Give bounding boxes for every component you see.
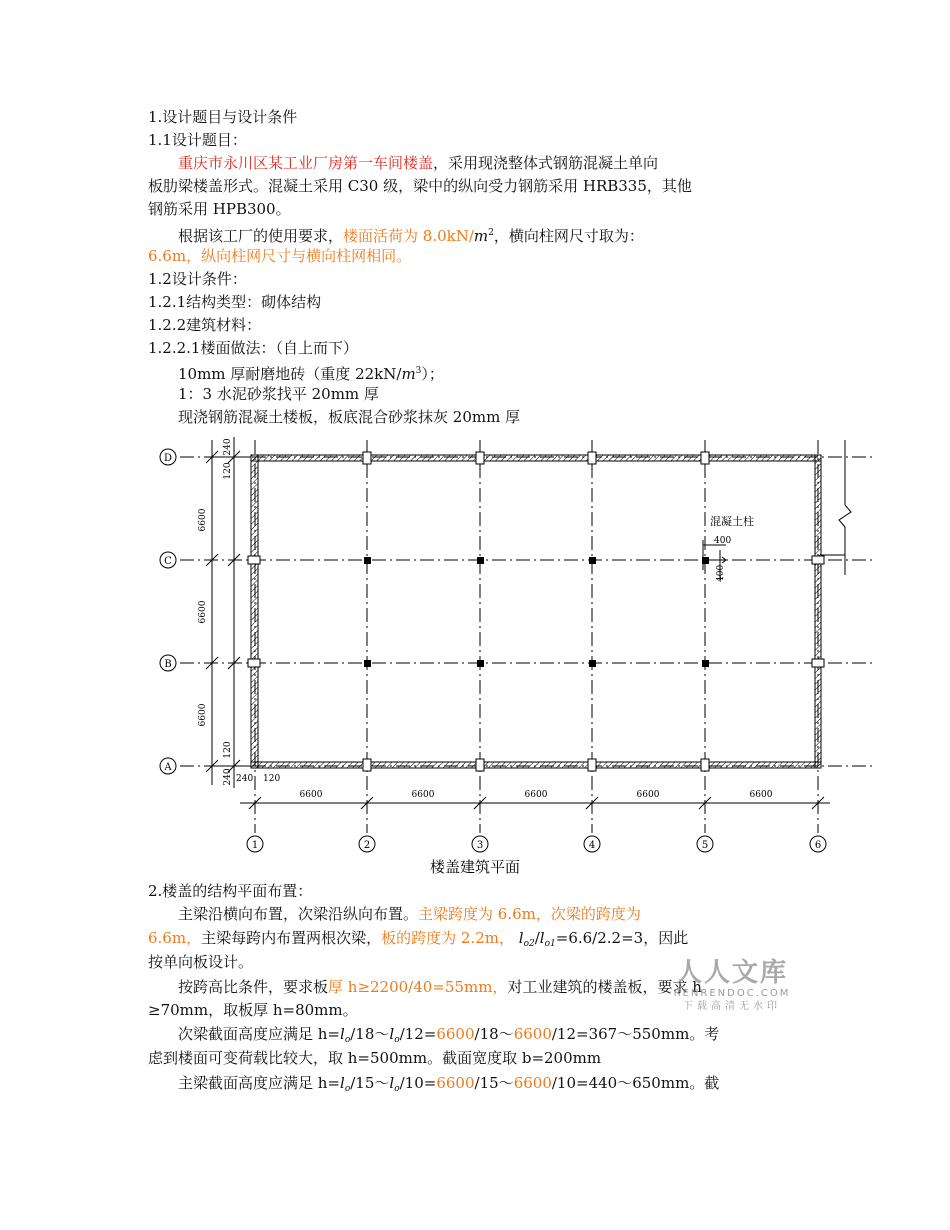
axis-label-3: 3 xyxy=(476,840,484,851)
mb-ratio-1: /15～ xyxy=(350,1074,390,1092)
wall-dim-120-bottom: 120 xyxy=(223,741,233,759)
watermark-url: RENRENDOC.COM xyxy=(673,988,791,999)
sb-span-2: 6600 xyxy=(513,1025,552,1043)
sb-span-1: 6600 xyxy=(436,1025,475,1043)
paragraph-secondary-beam-line2: 虑到楼面可变荷载比较大，取 h=500mm。截面宽度取 b=200mm xyxy=(148,1049,602,1067)
axis-label-C: C xyxy=(164,556,172,567)
column-dim-width: 400 xyxy=(714,536,732,546)
section-1-2-2: 1.2.2建筑材料： xyxy=(148,316,262,334)
axis-label-2: 2 xyxy=(363,840,371,851)
symbol-l: l xyxy=(389,1074,395,1092)
grid-axes xyxy=(180,440,872,833)
slab-min-thickness: 厚 h≥2200/40=55mm， xyxy=(328,978,508,996)
sb-ratio-3: /18～ xyxy=(474,1025,514,1043)
project-desc: ，采用现浇整体式钢筋混凝土单向 xyxy=(433,154,659,172)
axis-label-6: 6 xyxy=(814,840,822,851)
paragraph-slab-line2: ≥70mm，取板厚 h=80mm。 xyxy=(148,1001,358,1019)
symbol-l: l xyxy=(518,929,524,947)
unit-exp: 3 xyxy=(415,366,422,376)
row-dim-1: 6600 xyxy=(198,508,208,532)
slab-requirement: 对工业建筑的楼盖板，要求 h xyxy=(507,978,702,996)
drawing-title: 楼盖建筑平面 xyxy=(429,858,521,876)
paragraph-load-line2: 6.6m，纵向柱网尺寸与横向柱网相同。 xyxy=(148,247,412,265)
symbol-l: l xyxy=(539,929,545,947)
sb-ratio-2: /12= xyxy=(399,1025,437,1043)
axis-label-A: A xyxy=(164,762,172,773)
secondary-span-value: 6.6m， xyxy=(148,929,202,947)
layer-tile-end: ）； xyxy=(421,365,444,383)
paragraph-beams-line1 xyxy=(178,905,641,923)
project-name: 重庆市永川区某工业厂房第一车间楼盖 xyxy=(178,154,434,172)
section-2-heading: 2.楼盖的结构平面布置： xyxy=(148,882,313,900)
wall-dim-240-horiz: 240 xyxy=(236,774,254,784)
section-1-2-1: 1.2.1结构类型：砌体结构 xyxy=(148,293,322,311)
watermark-slogan: 下载高清无水印 xyxy=(683,1001,781,1012)
subscript-o: o xyxy=(394,1035,400,1045)
load-post: ，横向柱网尺寸取为： xyxy=(493,227,644,245)
break-line xyxy=(821,440,851,575)
section-1-2-heading: 1.2设计条件： xyxy=(148,270,247,288)
paragraph-secondary-beam-line1 xyxy=(178,1025,719,1049)
ratio-slash: / xyxy=(534,929,540,947)
secondary-beam-span: 次梁的跨度为 xyxy=(550,905,641,923)
row-axis-bubbles xyxy=(160,449,176,774)
exterior-walls xyxy=(251,455,821,768)
section-1-2-2-1: 1.2.2.1楼面做法：（自上而下） xyxy=(148,339,358,357)
wall-dim-240-top: 240 xyxy=(223,438,233,456)
bay-dim-3: 6600 xyxy=(524,790,548,800)
mb-intro: 主梁截面高度应满足 h= xyxy=(178,1074,340,1092)
load-intro: 根据该工厂的使用要求， xyxy=(178,227,344,245)
wall-pilasters xyxy=(248,452,824,771)
paragraph-main-beam-line1 xyxy=(178,1074,719,1098)
axis-label-1: 1 xyxy=(251,840,259,851)
column-dim-depth: 400 xyxy=(716,564,726,582)
subscript-o: o xyxy=(344,1035,351,1045)
live-load: 楼面活荷为 8.0kN/ xyxy=(343,227,474,245)
axis-label-B: B xyxy=(164,659,172,670)
wall-dim-120-top: 120 xyxy=(223,462,233,480)
symbol-l: l xyxy=(340,1025,345,1043)
symbol-l: l xyxy=(389,1025,395,1043)
unit-m: m xyxy=(401,365,416,383)
column-label: 混凝土柱 xyxy=(710,515,754,528)
sb-ratio-1: /18～ xyxy=(350,1025,390,1043)
section-1-heading: 1.设计题目与设计条件 xyxy=(148,108,298,126)
left-dimension-line xyxy=(206,437,254,788)
wall-dim-120-horiz: 120 xyxy=(263,774,281,784)
row-dim-3: 6600 xyxy=(198,703,208,727)
mb-span-2: 6600 xyxy=(513,1074,552,1092)
subscript-o: o xyxy=(344,1084,351,1094)
paragraph-beams-line2 xyxy=(148,929,688,953)
axis-label-D: D xyxy=(163,453,173,464)
ratio-result: =6.6/2.2=3，因此 xyxy=(555,929,689,947)
paragraph-slab-line1 xyxy=(178,978,702,996)
wall-dim-240-bottom: 240 xyxy=(223,768,233,786)
paragraph-project-line3: 钢筋采用 HPB300。 xyxy=(148,200,291,218)
beams-intro: 主梁沿横向布置，次梁沿纵向布置。 xyxy=(178,905,419,923)
subscript-o1: o1 xyxy=(544,939,556,949)
beam-layout: 主梁每跨内布置两根次梁， xyxy=(201,929,382,947)
symbol-l: l xyxy=(340,1074,345,1092)
sb-intro: 次梁截面高度应满足 h= xyxy=(178,1025,340,1043)
mb-ratio-3: /15～ xyxy=(474,1074,514,1092)
bay-dim-1: 6600 xyxy=(299,790,323,800)
column-axis-bubbles xyxy=(247,836,826,852)
axis-label-4: 4 xyxy=(588,840,596,851)
axis-label-5: 5 xyxy=(701,840,709,851)
mb-span-1: 6600 xyxy=(436,1074,475,1092)
subscript-o: o xyxy=(394,1084,400,1094)
subscript-o2: o2 xyxy=(523,939,535,949)
mb-result: /10=440～650mm。截 xyxy=(551,1074,720,1092)
bay-dim-2: 6600 xyxy=(411,790,435,800)
slab-span: 板的跨度为 2.2m， xyxy=(381,929,514,947)
unit-exp: 2 xyxy=(488,228,494,238)
main-beam-span: 主梁跨度为 6.6m， xyxy=(418,905,551,923)
paragraph-beams-line3: 按单向板设计。 xyxy=(148,953,254,971)
watermark-logo: 人人文库 xyxy=(675,958,788,988)
unit-m: m xyxy=(473,227,489,245)
slab-intro: 按跨高比条件，要求板 xyxy=(178,978,329,996)
mb-ratio-2: /10= xyxy=(399,1074,437,1092)
layer-screed: 1：3 水泥砂浆找平 20mm 厚 xyxy=(178,385,379,403)
paragraph-project-line2: 板肋梁楼盖形式。混凝土采用 C30 级，梁中的纵向受力钢筋采用 HRB335，其他 xyxy=(148,177,692,195)
layer-slab: 现浇钢筋混凝土楼板，板底混合砂浆抹灰 20mm 厚 xyxy=(178,408,521,426)
bay-dim-4: 6600 xyxy=(636,790,660,800)
concrete-columns xyxy=(364,557,709,667)
section-1-1-heading: 1.1设计题目： xyxy=(148,131,247,149)
row-dim-2: 6600 xyxy=(198,600,208,624)
watermark xyxy=(668,958,796,1013)
sb-result: /12=367～550mm。考 xyxy=(551,1025,720,1043)
bay-dim-5: 6600 xyxy=(749,790,773,800)
layer-tile-text: 10mm 厚耐磨地砖（重度 22kN/ xyxy=(178,365,402,383)
